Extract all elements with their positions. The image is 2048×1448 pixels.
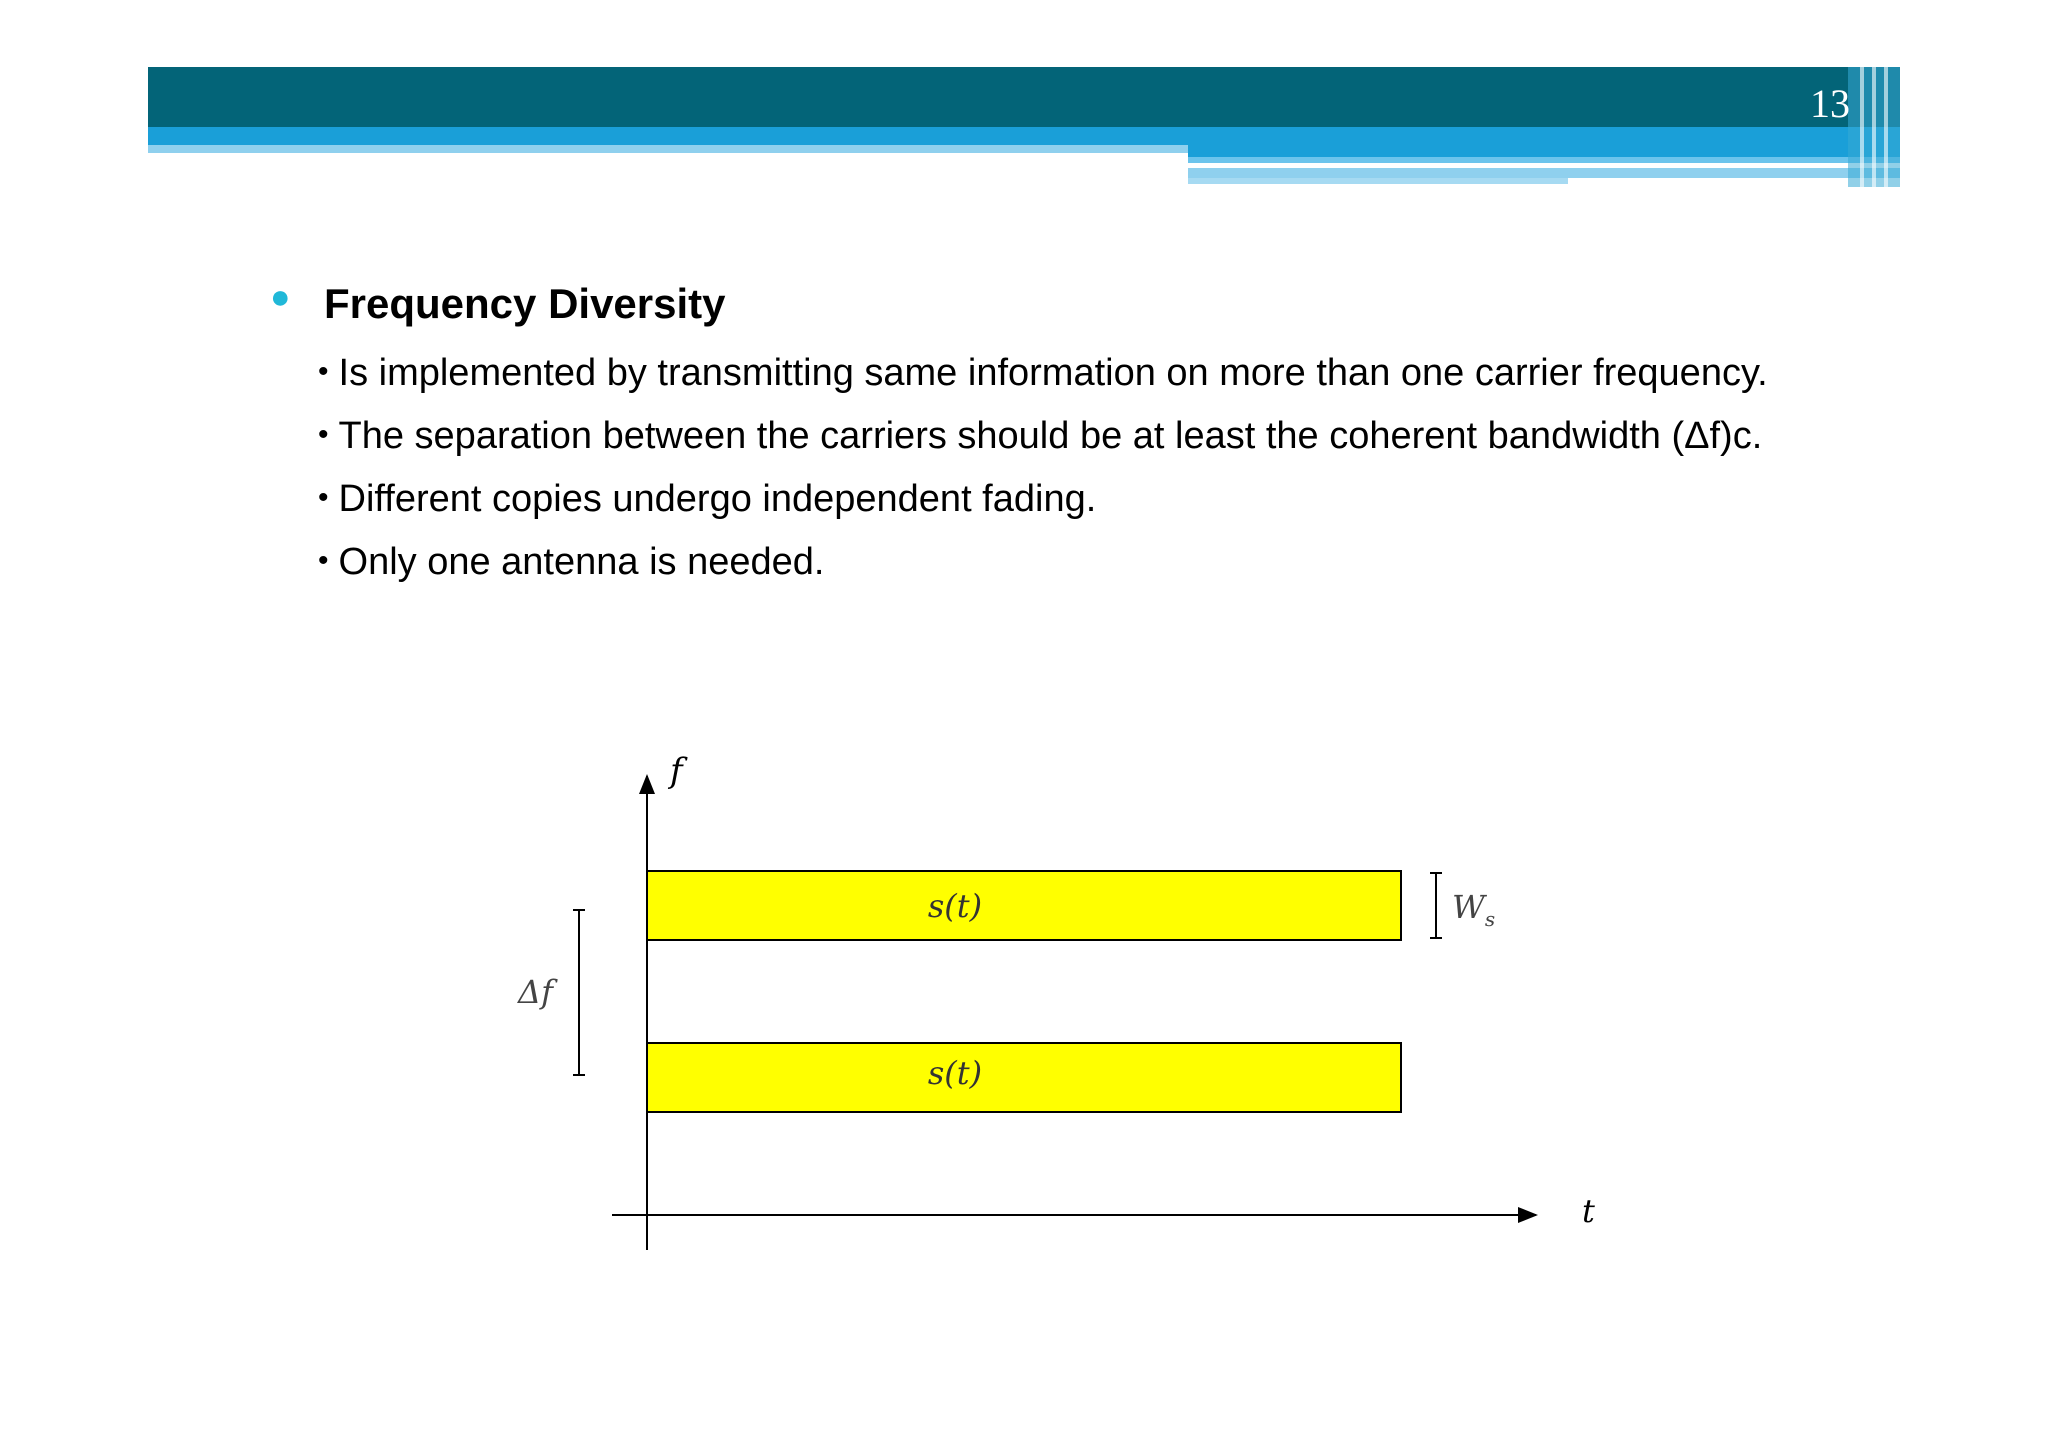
signal-label-top: s(t) (927, 887, 983, 925)
bullet-text: Different copies undergo independent fading. (338, 478, 1097, 520)
signal-label-bottom: s(t) (927, 1054, 983, 1092)
page-number: 13 (1810, 81, 1850, 126)
signal-band-bottom (647, 1043, 1401, 1112)
bullet-text: The separation between the carriers should be at least the coherent bandwidth (Δf)c. (338, 415, 1763, 457)
signal-band-top (647, 871, 1401, 940)
bullet-dot-icon: • (318, 418, 329, 451)
bullet-dot-icon: • (318, 355, 329, 388)
bullet-text: Only one antenna is needed. (338, 541, 825, 583)
y-axis-label: f (670, 751, 683, 791)
bandwidth-label-main: W (1452, 888, 1485, 926)
bullet-dot-icon: ● (270, 278, 291, 316)
bandwidth-label (1452, 888, 1495, 931)
bandwidth-label-sub: s (1484, 907, 1496, 931)
bullet-dot-icon: • (318, 481, 329, 514)
bullet-dot-icon: • (318, 544, 329, 577)
slide-heading: Frequency Diversity (324, 280, 726, 327)
x-axis-label: t (1582, 1192, 1595, 1230)
separation-label: Δf (518, 973, 553, 1011)
bullet-text: Is implemented by transmitting same information on more than one carrier frequency. (338, 352, 1768, 394)
